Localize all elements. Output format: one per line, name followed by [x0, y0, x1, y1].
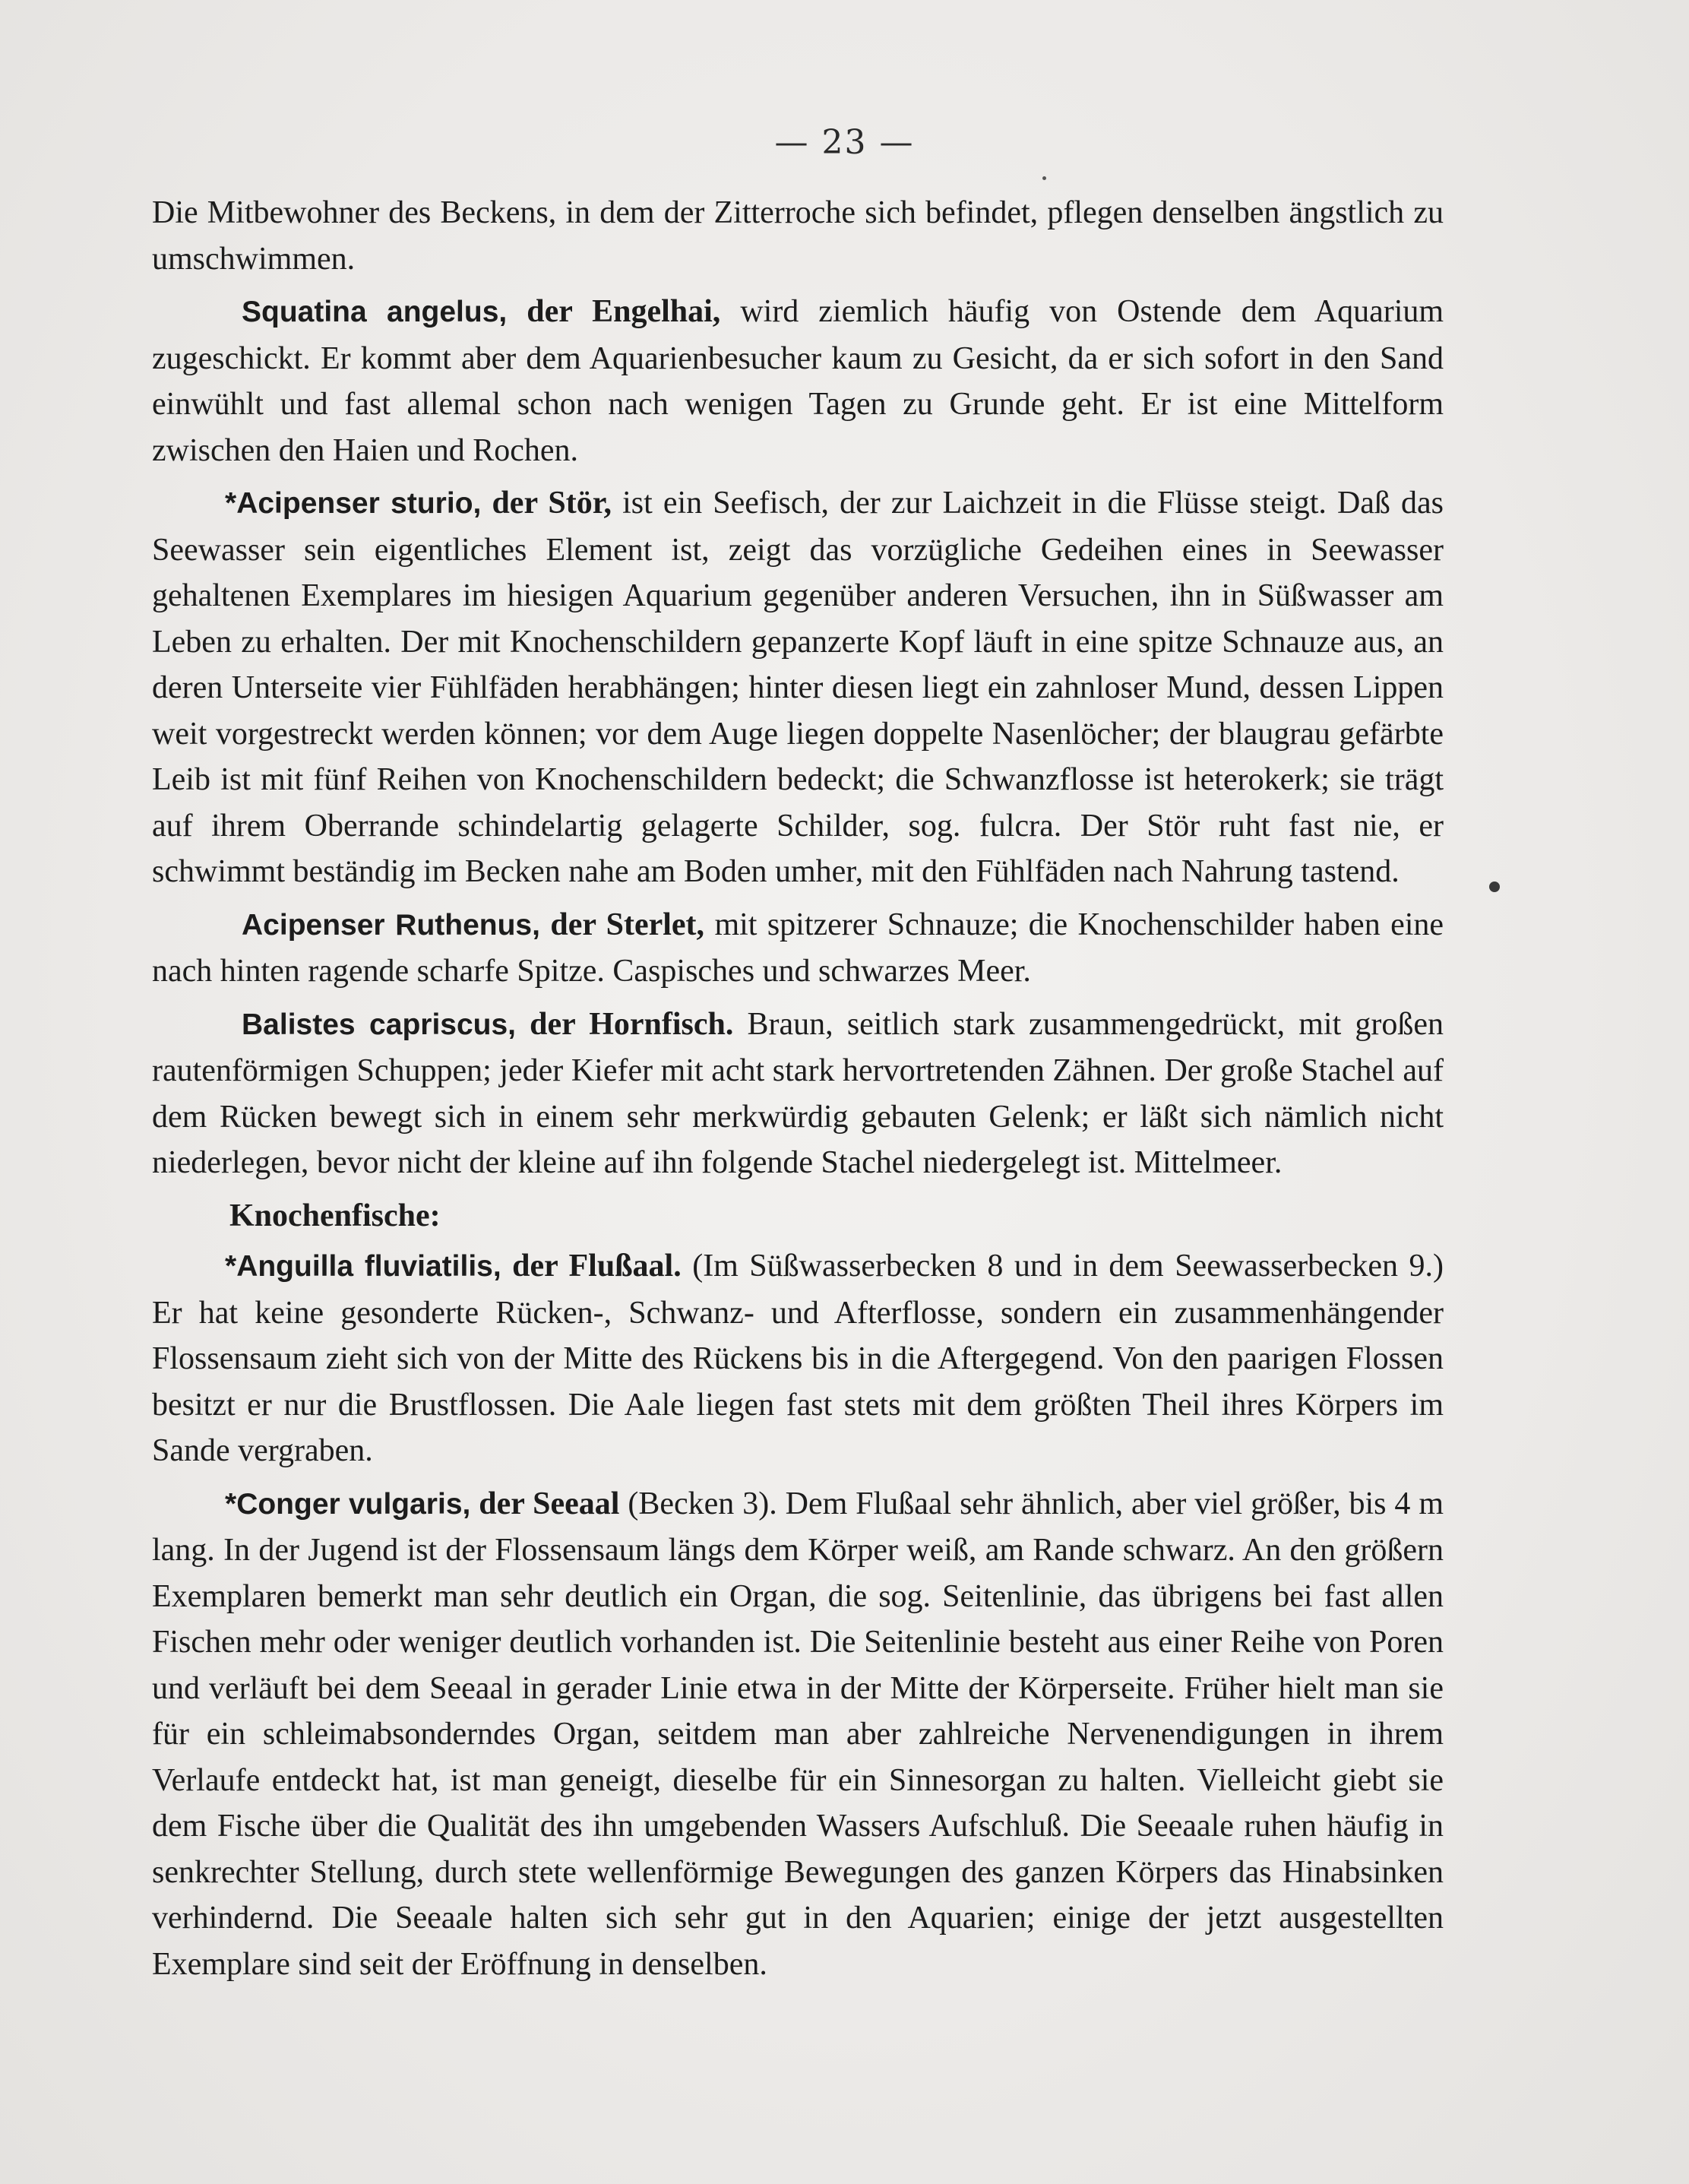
paragraph-zitterroche-continuation [152, 190, 1444, 282]
species-latin-name: Squatina angelus, [242, 296, 508, 328]
page-number: — 23 — [774, 123, 915, 162]
section-heading-text: Knochenfische: [229, 1198, 441, 1233]
section-heading-knochenfische [152, 1193, 1444, 1239]
species-description: ist ein Seefisch, der zur Laichzeit in die Flüsse steigt. Daß das Seewasser sein eigentliches Element ist, zeigt das vorzügliche Gedeihen eines in Seewasser gehaltenen Exemplares im hiesigen Aquarium gegenüber anderen Versuchen, ihn in Süßwasser am Leben zu erhalten. Der mit Knochenschildern gepanzerte Kopf läuft in eine spitze Schnauze aus, an deren Unterseite vier Fühlfäden herabhängen; hinter diesen liegt ein zahnloser Mund, dessen Lippen weit vorgestreckt werden können; vor dem Auge liegen doppelte Nasenlöcher; der blaugrau gefärbte Leib ist mit fünf Reihen von Knochenschildern bedeckt; die Schwanzflosse ist heterokerk; sie trägt auf ihrem Oberrande schindelartig gelagerte Schilder, sog. fulcra. Der Stör ruht fast nie, er schwimmt beständig im Becken nahe am Boden umher, mit den Fühlfäden nach Nahrung tastend. [152, 486, 1444, 889]
entry-anguilla-fluviatilis [152, 1243, 1444, 1474]
species-latin-name: Acipenser Ruthenus, [242, 908, 540, 942]
entry-acipenser-sturio [152, 480, 1444, 895]
exhibit-marker: * [225, 1487, 237, 1521]
entry-conger-vulgaris [152, 1481, 1444, 1988]
ink-dot [1489, 882, 1500, 892]
entry-squatina-angelus [152, 289, 1444, 473]
species-common-name: der Engelhai, [527, 294, 721, 329]
species-latin-name: Conger vulgaris, [236, 1487, 471, 1521]
body-text [152, 190, 1444, 1994]
species-description: (Im Süßwasserbecken 8 und in dem Seewasserbecken 9.) Er hat keine gesonderte Rücken-, Schwanz- und Afterflosse, sondern ein zusammenhängender Flossensaum zieht sich von der Mitte des Rückens bis in die Aftergegend. Von den paarigen Flossen besitzt er nur die Brustflossen. Die Aale liegen fast stets mit dem größten Theil ihres Körpers im Sande vergraben. [152, 1249, 1444, 1468]
species-description: Braun, seitlich stark zusammengedrückt, mit großen rautenförmigen Schuppen; jeder Kiefer mit acht stark hervortretenden Zähnen. Der große Stachel auf dem Rücken bewegt sich in einem sehr merkwürdig gebauten Gelenk; er läßt sich nämlich nicht niederlegen, bevor nicht der kleine auf ihn folgende Stachel niedergelegt ist. Mittelmeer. [152, 1006, 1444, 1180]
species-common-name: der Seeaal [479, 1486, 620, 1521]
entry-acipenser-ruthenus [152, 902, 1444, 995]
species-common-name: der Hornfisch. [530, 1006, 734, 1042]
species-common-name: der Stör, [492, 486, 612, 521]
species-description: (Becken 3). Dem Flußaal sehr ähnlich, aber viel größer, bis 4 m lang. In der Jugend ist der Flossensaum längs dem Körper weiß, am Rande schwarz. An den größern Exemplaren bemerkt man sehr deutlich ein Organ, die sog. Seitenlinie, das übrigens bei fast allen Fischen mehr oder weniger deutlich vorhanden ist. Die Seitenlinie besteht aus einer Reihe von Poren und verläuft bei dem Seeaal in gerader Linie etwa in der Mitte der Körperseite. Früher hielt man sie für ein schleimabsonderndes Organ, seitdem man aber zahlreiche Nervenendigungen in ihrem Verlaufe entdeckt hat, ist man geneigt, dieselbe für ein Sinnesorgan zu halten. Vielleicht giebt sie dem Fische über die Qualität des ihn umgebenden Wassers Aufschluß. Die Seeaale ruhen häufig in senkrechter Stellung, durch stete wellenförmige Bewegungen des ganzen Körpers das Hinabsinken verhindernd. Die Seeaale halten sich sehr gut in den Aquarien; einige der jetzt ausgestellten Exemplare sind seit der Eröffnung in denselben. [152, 1486, 1444, 1982]
species-description: mit spitzerer Schnauze; die Knochenschilder haben eine nach hinten ragende scharfe Spitze. Caspisches und schwarzes Meer. [152, 907, 1444, 989]
species-latin-name: Acipenser sturio, [236, 487, 482, 520]
exhibit-marker: * [225, 1250, 237, 1283]
species-description: wird ziemlich häufig von Ostende dem Aquarium zugeschickt. Er kommt aber dem Aquarienbesucher kaum zu Gesicht, da er sich sofort in den Sand einwühlt und fast allemal schon nach wenigen Tagen zu Grunde geht. Er ist eine Mittelform zwischen den Haien und Rochen. [152, 294, 1444, 468]
species-latin-name: Balistes capriscus, [242, 1008, 517, 1041]
species-common-name: der Flußaal. [512, 1249, 682, 1283]
species-latin-name: Anguilla fluviatilis, [236, 1250, 501, 1283]
entry-balistes-capriscus [152, 1002, 1444, 1186]
species-common-name: der Sterlet, [550, 907, 705, 942]
ink-speck [1042, 176, 1046, 180]
paragraph-text: Die Mitbewohner des Beckens, in dem der Zitterroche sich befindet, pflegen denselben ängstlich zu umschwimmen. [152, 195, 1444, 277]
exhibit-marker: * [225, 487, 237, 520]
